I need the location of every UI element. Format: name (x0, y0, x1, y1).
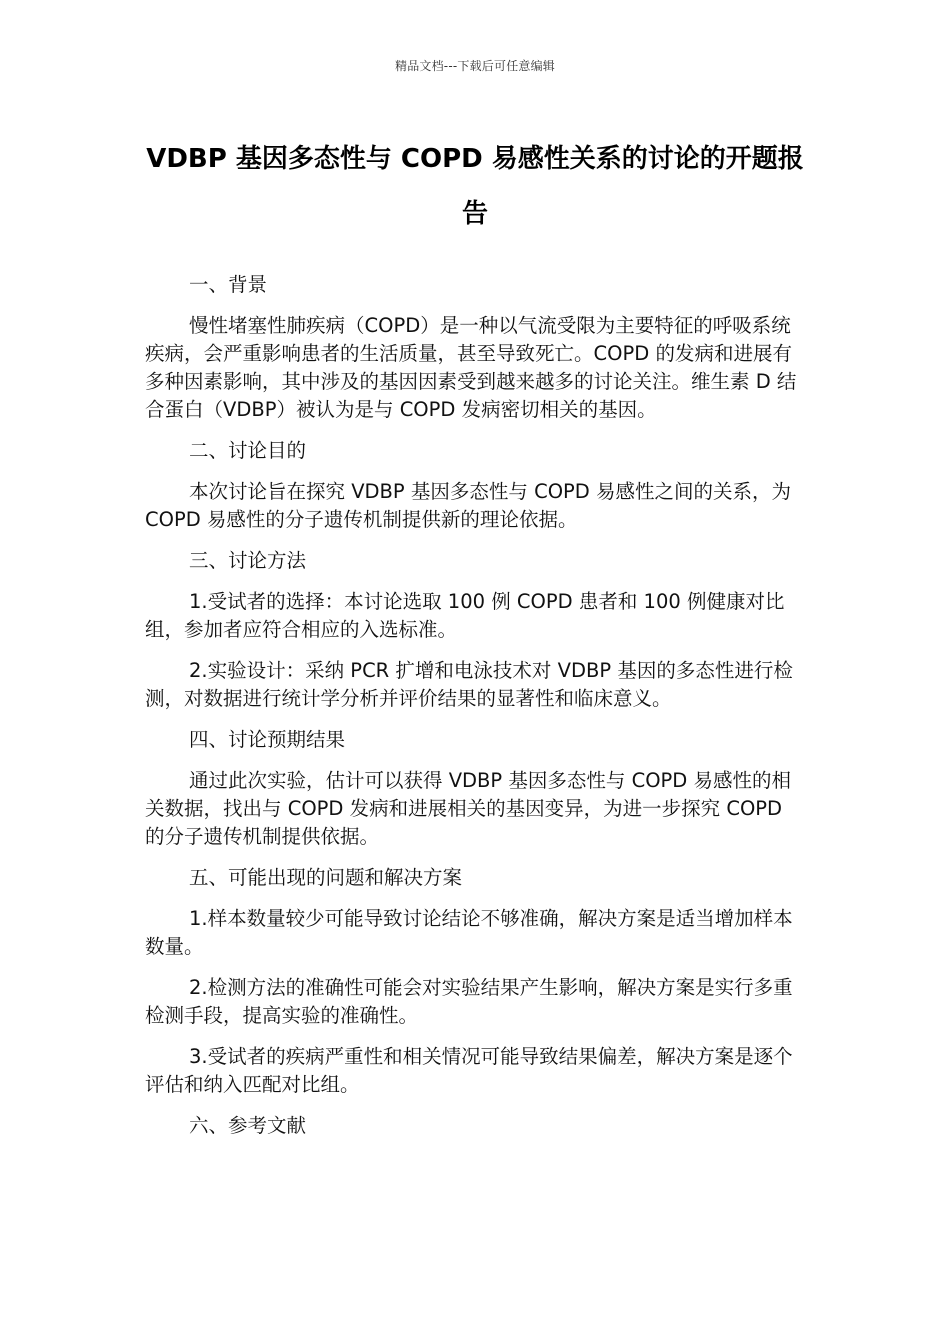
section-heading-purpose: 二、讨论目的 (189, 439, 307, 462)
paragraph-methods-subjects: 1.受试者的选择：本讨论选取 100 例 COPD 患者和 100 例健康对比组，参加者应符合相应的入选标准。 (145, 590, 785, 641)
section-heading-methods: 三、讨论方法 (189, 549, 307, 572)
section-heading-expected-results: 四、讨论预期结果 (189, 728, 346, 751)
section-heading-background: 一、背景 (189, 273, 268, 296)
document-title: VDBP 基因多态性与 COPD 易感性关系的讨论的开题报告 (146, 144, 804, 229)
paragraph-background: 慢性堵塞性肺疾病（COPD）是一种以气流受限为主要特征的呼吸系统疾病，会严重影响患者的生活质量，甚至导致死亡。COPD 的发病和进展有多种因素影响，其中涉及的基因因素受到越来越多的讨论关注。维生素 D 结合蛋白（VDBP）被认为是与 COPD 发病密切相关的基因。 (145, 314, 797, 421)
paragraph-methods-design: 2.实验设计：采纳 PCR 扩增和电泳技术对 VDBP 基因的多态性进行检测，对数据进行统计学分析并评价结果的显著性和临床意义。 (145, 659, 793, 710)
paragraph-problem-1: 1.样本数量较少可能导致讨论结论不够准确，解决方案是适当增加样本数量。 (145, 907, 793, 958)
section-heading-references: 六、参考文献 (189, 1114, 307, 1137)
paragraph-problem-3: 3.受试者的疾病严重性和相关情况可能导致结果偏差，解决方案是逐个评估和纳入匹配对比组。 (145, 1045, 793, 1096)
paragraph-expected-results: 通过此次实验，估计可以获得 VDBP 基因多态性与 COPD 易感性的相关数据，找出与 COPD 发病和进展相关的基因变异，为进一步探究 COPD 的分子遗传机制提供依据。 (145, 769, 792, 848)
section-heading-problems: 五、可能出现的问题和解决方案 (189, 866, 463, 889)
header-note: 精品文档---下载后可任意编辑 (395, 59, 555, 73)
paragraph-problem-2: 2.检测方法的准确性可能会对实验结果产生影响，解决方案是实行多重检测手段，提高实验的准确性。 (145, 976, 793, 1027)
paragraph-purpose: 本次讨论旨在探究 VDBP 基因多态性与 COPD 易感性之间的关系，为 COPD 易感性的分子遗传机制提供新的理论依据。 (145, 480, 792, 531)
document-body (145, 271, 805, 1153)
